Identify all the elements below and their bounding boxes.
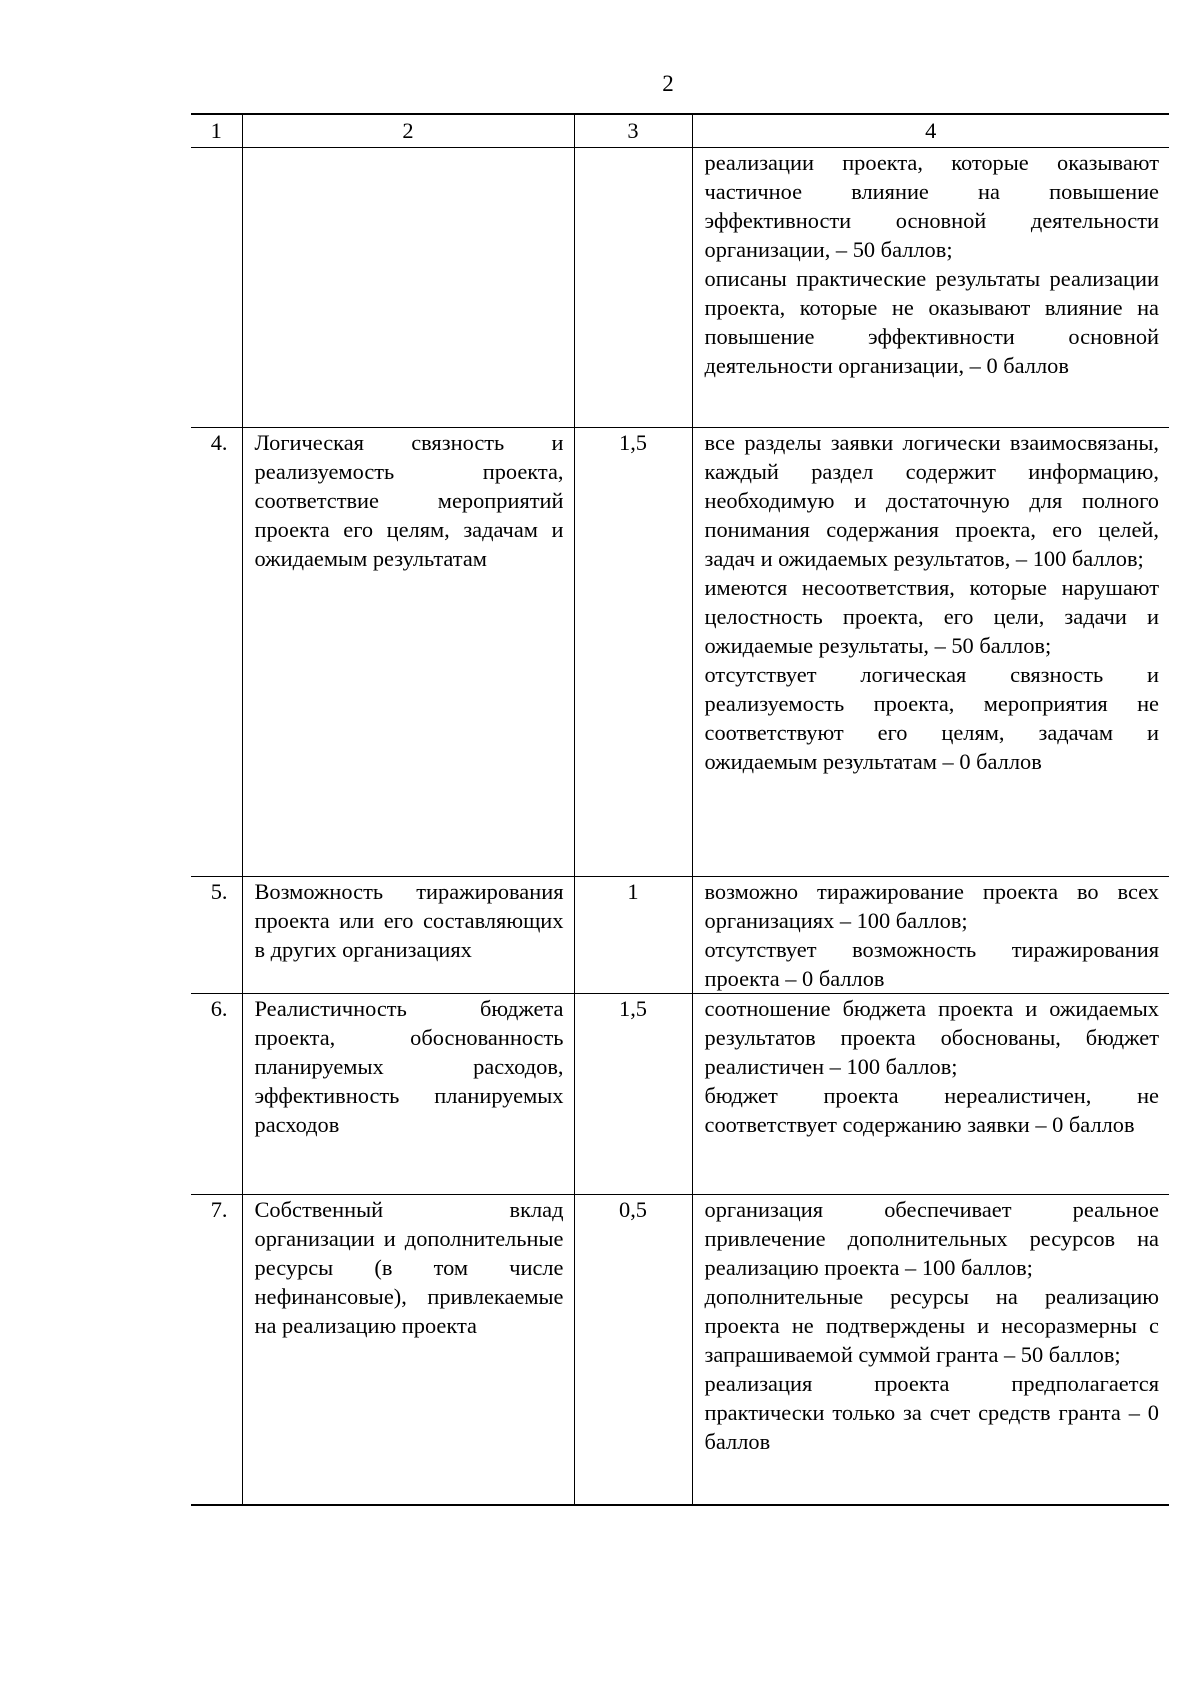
scale-line: дополнительные ресурсы на реализацию проекта не подтверждены и несоразмерны с запрашиваемой суммой гранта – 50 баллов; [704,1284,1159,1367]
weight-cell [574,148,692,428]
scale-cell [692,994,1169,1195]
row-number [191,148,242,428]
scale-line: все разделы заявки логически взаимосвязаны, каждый раздел содержит информацию, необходимую и достаточную для полного понимания содержания проекта, его целей, задач и ожидаемых результатов, – 100 баллов; [704,430,1159,571]
weight-cell: 0,5 [574,1195,692,1505]
column-header: 1 [191,114,242,148]
criterion-cell: Собственный вклад организации и дополнительные ресурсы (в том числе нефинансовые), привлекаемые на реализацию проекта [242,1195,574,1505]
scale-line: бюджет проекта нереалистичен, не соответствует содержанию заявки – 0 баллов [704,1083,1159,1137]
scale-cell [692,148,1169,428]
criterion-cell [242,148,574,428]
weight-cell: 1 [574,877,692,994]
table-row [191,428,1169,877]
scale-line: реализации проекта, которые оказывают частичное влияние на повышение эффективности основной деятельности организации, – 50 баллов; [704,150,1159,262]
column-header: 3 [574,114,692,148]
criteria-table [191,113,1169,1506]
scale-line: соотношение бюджета проекта и ожидаемых результатов проекта обоснованы, бюджет реалистичен – 100 баллов; [704,996,1159,1079]
column-header: 2 [242,114,574,148]
scale-cell [692,1195,1169,1505]
table-row [191,1195,1169,1505]
scale-line: возможно тиражирование проекта во всех организациях – 100 баллов; [704,879,1159,933]
scale-line: имеются несоответствия, которые нарушают целостность проекта, его цели, задачи и ожидаемые результаты, – 50 баллов; [704,575,1159,658]
scale-cell [692,428,1169,877]
table-row [191,148,1169,428]
scale-line: реализация проекта предполагается практически только за счет средств гранта – 0 баллов [704,1371,1159,1454]
row-number: 5. [191,877,242,994]
page-number: 2 [662,71,674,96]
table-row [191,877,1169,994]
weight-cell: 1,5 [574,428,692,877]
criterion-cell: Возможность тиражирования проекта или его составляющих в других организациях [242,877,574,994]
scale-line: описаны практические результаты реализации проекта, которые не оказывают влияние на повышение эффективности основной деятельности организации, – 0 баллов [704,266,1159,378]
row-number: 6. [191,994,242,1195]
table-row [191,994,1169,1195]
scale-line: организация обеспечивает реальное привлечение дополнительных ресурсов на реализацию проекта – 100 баллов; [704,1197,1159,1280]
scale-line: отсутствует логическая связность и реализуемость проекта, мероприятия не соответствуют его целям, задачам и ожидаемым результатам – 0 баллов [704,662,1159,774]
scale-cell [692,877,1169,994]
weight-cell: 1,5 [574,994,692,1195]
criterion-cell: Логическая связность и реализуемость проекта, соответствие мероприятий проекта его целям, задачам и ожидаемым результатам [242,428,574,877]
row-number: 4. [191,428,242,877]
scale-line: отсутствует возможность тиражирования проекта – 0 баллов [704,937,1159,991]
table-header-row [191,114,1169,148]
criterion-cell: Реалистичность бюджета проекта, обоснованность планируемых расходов, эффективность планируемых расходов [242,994,574,1195]
column-header: 4 [692,114,1169,148]
row-number: 7. [191,1195,242,1505]
